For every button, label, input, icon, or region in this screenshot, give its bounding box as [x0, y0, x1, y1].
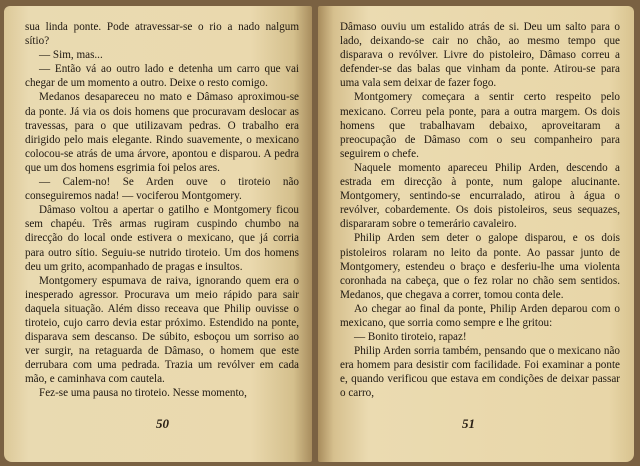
- paragraph: — Calem-no! Se Arden ouve o tiroteio não conseguiremos nada! — vociferou Montgomery.: [25, 176, 299, 203]
- paragraph: — Bonito tiroteio, rapaz!: [354, 331, 467, 344]
- paragraph: Dâmaso ouviu um estalido atrás de si. Deu um salto para o lado, deixando-se cair no chão, ao mesmo tempo que disparava o revólver. Livre do pistoleiro, Dâmaso correu a defender-se das balas que vinham da ponte. Atirou-se para uma vala sem deixar de fazer fogo.: [340, 21, 620, 90]
- paragraph: Ao chegar ao final da ponte, Philip Arden deparou com o mexicano, que sorria como sempre e lhe gritou:: [340, 302, 620, 329]
- page-number: 51: [462, 416, 475, 431]
- right-page-text: [340, 20, 620, 401]
- paragraph: Dâmaso voltou a apertar o gatilho e Montgomery ficou sem chapéu. Três armas rugiram cuspindo chumbo na direcção do local onde estivera o mexicano, que já corria para outro sítio. Seguiu-se nutrido tiroteio. Um dos homens deu um grito, acompanhado de pragas e insultos.: [25, 204, 299, 273]
- paragraph: Philip Arden sorria também, pensando que o mexicano não era homem para desistir com facilidade. Foi examinar a ponte e, quando verificou que estava em condições de deixar passar o carro,: [340, 345, 620, 400]
- right-page: [318, 6, 634, 462]
- left-page-text: [25, 20, 299, 401]
- paragraph: Philip Arden sem deter o galope disparou, e os dois pistoleiros rolaram no leito da ponte. Ao passar junto de Montgomery, estendeu o braço e desferiu-lhe uma violenta coronhada na cabeça, que o fez rolar no chão sem sentidos. Medanos, que chegava a correr, tomou conta dele.: [340, 232, 620, 301]
- paragraph: — Sim, mas...: [39, 49, 103, 62]
- paragraph: Montgomery espumava de raiva, ignorando quem era o inesperado agressor. Procurava um meio rápido para sair daquela situação. Além disso receava que Philip ouvisse o tiroteio, cujo carro devia estar próximo. Estendido na ponte, disparava sem descanso. De súbito, esboçou um sorriso ao ver surgir, na retaguarda de Dâmaso, o homem que este derrubara com uma pedrada. Trazia um revólver em cada mão, e caminhava com cautela.: [25, 274, 299, 386]
- left-page: [4, 6, 312, 462]
- paragraph: Fez-se uma pausa no tiroteio. Nesse momento,: [39, 387, 247, 400]
- paragraph: Montgomery começara a sentir certo respeito pelo mexicano. Correu pela ponte, para a outra margem. Os dois homens que trabalhavam debaixo, aproveitaram a preocupação de Dâmaso com o seu companheiro para seguirem o chefe.: [340, 91, 620, 160]
- paragraph: — Então vá ao outro lado e detenha um carro que vai chegar de um momento a outro. Deixe o resto comigo.: [25, 63, 299, 90]
- paragraph: Medanos desapareceu no mato e Dâmaso aproximou-se da ponte. Já via os dois homens que procuravam deslocar as travessas, para o que utilizavam pedras. O trabalho era dirigido pelo mais elegante. Rindo suavemente, o mexicano colocou-se atrás de uma árvore, apontou e disparou. A pedra que um dos homens esgrimia foi pelos ares.: [25, 91, 299, 174]
- page-number: 50: [156, 416, 169, 431]
- paragraph: Naquele momento apareceu Philip Arden, descendo a estrada em direcção à ponte, num galope alucinante. Montgomery, sentindo-se encurralado, atirou à água o revólver, cobardemente. Os dois pistoleiros, seus sequazes, dispararam sobre o temerário cavaleiro.: [340, 161, 620, 231]
- paragraph: sua linda ponte. Pode atravessar-se o rio a nado nalgum sítio?: [25, 21, 299, 48]
